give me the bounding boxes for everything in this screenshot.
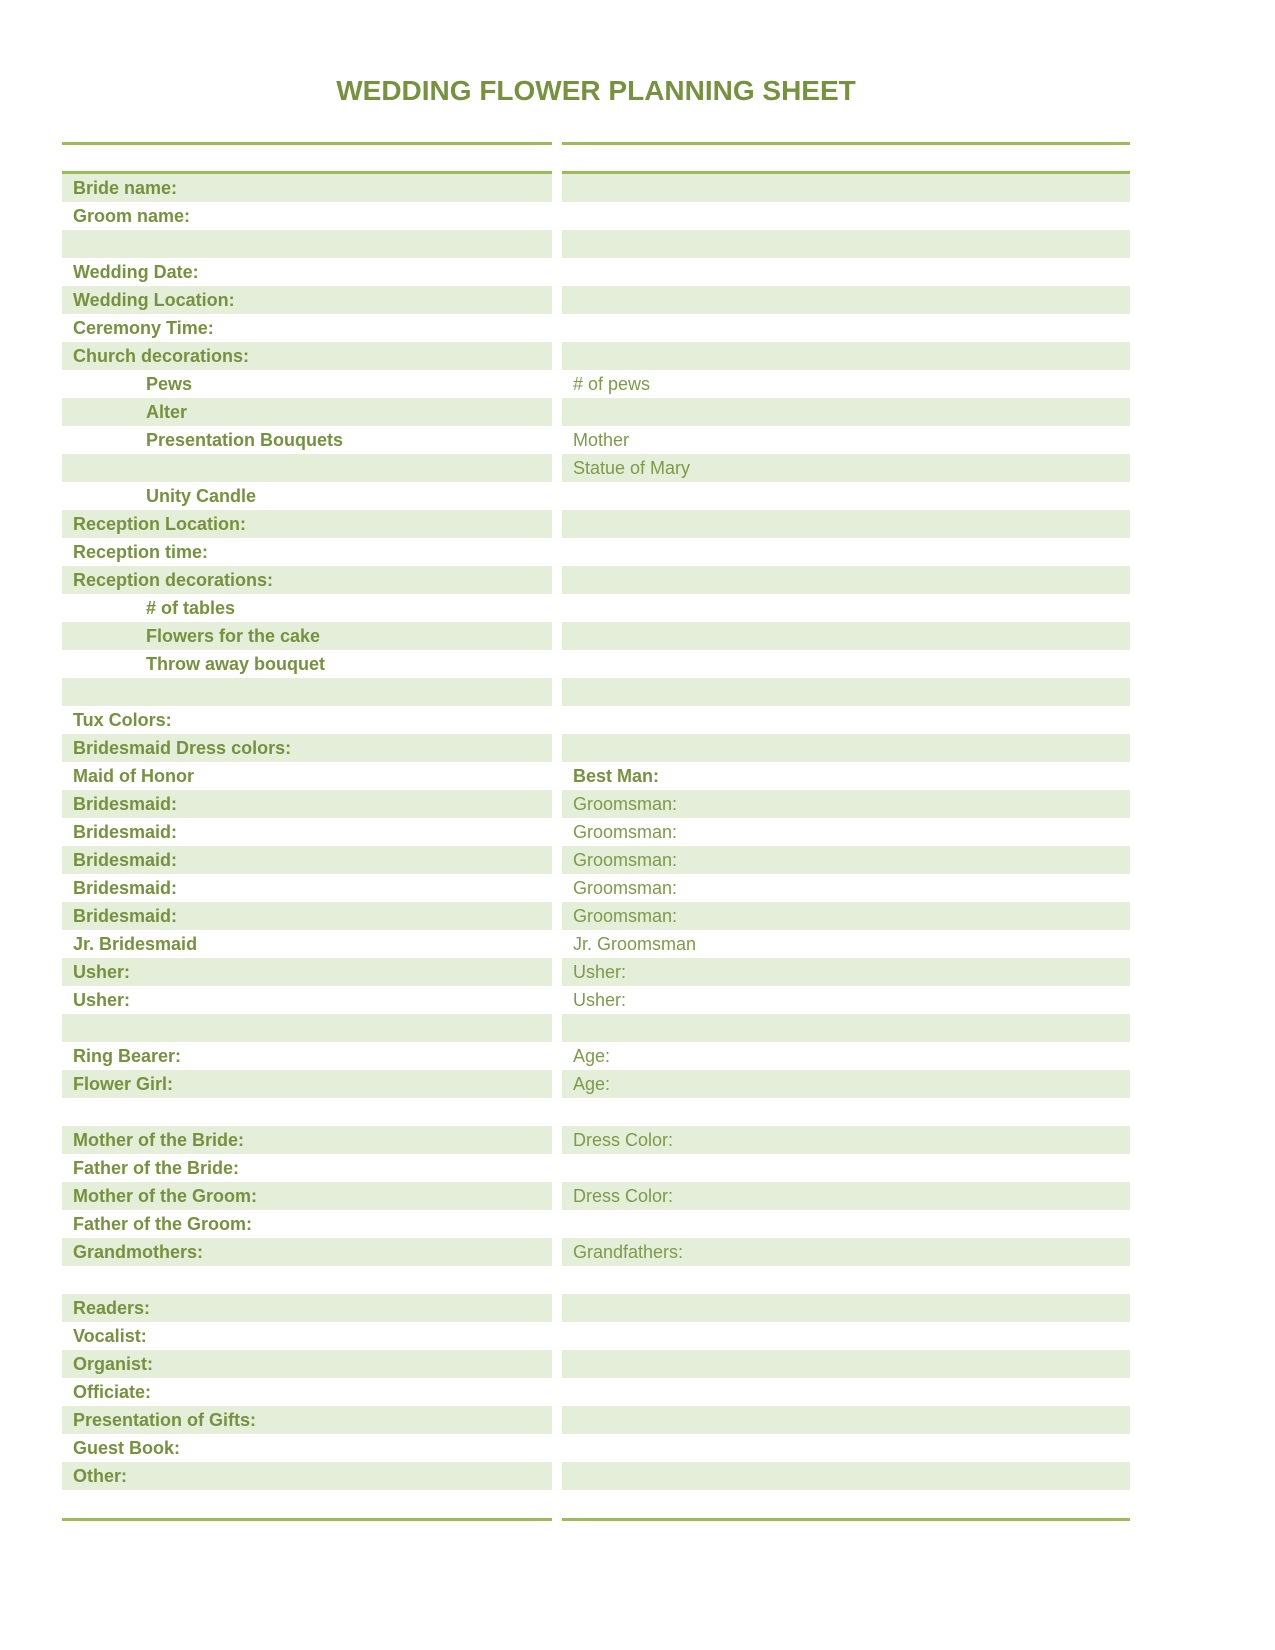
row-label: Bridesmaid Dress colors: — [73, 738, 292, 758]
row-value-cell[interactable] — [562, 622, 1130, 650]
row-label: Other: — [73, 1466, 127, 1486]
row-label: Guest Book: — [73, 1438, 181, 1458]
row-label-cell[interactable] — [62, 678, 552, 706]
row-label-cell[interactable] — [62, 762, 552, 790]
row-value-cell[interactable] — [562, 1490, 1130, 1518]
row-label-cell[interactable] — [62, 510, 552, 538]
row-label-cell[interactable] — [62, 370, 552, 398]
row-value-cell[interactable] — [562, 958, 1130, 986]
row-value: Groomsman: — [573, 822, 678, 842]
row-value-cell[interactable] — [562, 1126, 1130, 1154]
row-value-cell[interactable] — [562, 454, 1130, 482]
row-label-cell[interactable] — [62, 734, 552, 762]
title-divider-right-segment — [562, 142, 1130, 145]
table-row — [62, 734, 1130, 762]
row-value-cell[interactable] — [562, 1210, 1130, 1238]
row-label-cell[interactable] — [62, 1350, 552, 1378]
row-value-cell[interactable] — [562, 1042, 1130, 1070]
row-label: Pews — [146, 374, 193, 394]
table-row — [62, 594, 1130, 622]
row-label-cell[interactable] — [62, 1126, 552, 1154]
row-value-cell[interactable] — [562, 678, 1130, 706]
table-row — [62, 678, 1130, 706]
table-row — [62, 1350, 1130, 1378]
table-row — [62, 986, 1130, 1014]
row-label-cell[interactable] — [62, 286, 552, 314]
table-row — [62, 314, 1130, 342]
row-value-cell[interactable] — [562, 986, 1130, 1014]
title-divider — [62, 142, 1130, 145]
row-label-cell[interactable] — [62, 1490, 552, 1518]
row-value-cell[interactable] — [562, 1014, 1130, 1042]
row-label-cell[interactable] — [62, 398, 552, 426]
table-row — [62, 790, 1130, 818]
row-label-cell[interactable] — [62, 230, 552, 258]
table-row — [62, 1042, 1130, 1070]
row-label-cell[interactable] — [62, 426, 552, 454]
row-label: Bridesmaid: — [73, 794, 178, 814]
row-value: Best Man: — [573, 766, 660, 786]
table-row — [62, 398, 1130, 426]
row-label-cell[interactable] — [62, 566, 552, 594]
row-value: Age: — [573, 1046, 611, 1066]
table-row — [62, 482, 1130, 510]
table-row — [62, 706, 1130, 734]
row-value: # of pews — [573, 374, 651, 394]
row-label: Grandmothers: — [73, 1242, 204, 1262]
row-value: Mother — [573, 430, 630, 450]
table-row — [62, 566, 1130, 594]
row-label-cell[interactable] — [62, 1322, 552, 1350]
row-label: Ceremony Time: — [73, 318, 214, 338]
table-row — [62, 930, 1130, 958]
table-row — [62, 258, 1130, 286]
table-row — [62, 1210, 1130, 1238]
row-label-cell[interactable] — [62, 1154, 552, 1182]
row-value-cell[interactable] — [562, 1070, 1130, 1098]
row-label-cell[interactable] — [62, 454, 552, 482]
row-label: Bridesmaid: — [73, 822, 178, 842]
table-row — [62, 1294, 1130, 1322]
table-row — [62, 1238, 1130, 1266]
row-label: Reception Location: — [73, 514, 247, 534]
row-value-cell[interactable] — [562, 202, 1130, 230]
table-row — [62, 454, 1130, 482]
row-value-cell[interactable] — [562, 1406, 1130, 1434]
table-row — [62, 874, 1130, 902]
row-label-cell[interactable] — [62, 1014, 552, 1042]
table-row — [62, 1014, 1130, 1042]
row-label-cell[interactable] — [62, 902, 552, 930]
row-value: Usher: — [573, 990, 627, 1010]
table-bottom-border — [62, 1518, 1130, 1521]
row-label: Throw away bouquet — [146, 654, 326, 674]
row-value-cell[interactable] — [562, 566, 1130, 594]
table-row — [62, 622, 1130, 650]
row-label: Bridesmaid: — [73, 850, 178, 870]
row-label-cell[interactable] — [62, 1462, 552, 1490]
row-label: # of tables — [146, 598, 236, 618]
row-value: Groomsman: — [573, 906, 678, 926]
table-row — [62, 1126, 1130, 1154]
row-label: Wedding Location: — [73, 290, 235, 310]
row-label-cell[interactable] — [62, 342, 552, 370]
row-label-cell[interactable] — [62, 846, 552, 874]
table-row — [62, 1098, 1130, 1126]
row-label-cell[interactable] — [62, 202, 552, 230]
row-label-cell[interactable] — [62, 1266, 552, 1294]
row-label-cell[interactable] — [62, 818, 552, 846]
row-value-cell[interactable] — [562, 734, 1130, 762]
row-label-cell[interactable] — [62, 790, 552, 818]
row-value-cell[interactable] — [562, 1266, 1130, 1294]
table-row — [62, 1266, 1130, 1294]
row-label-cell[interactable] — [62, 1378, 552, 1406]
row-value-cell[interactable] — [562, 1098, 1130, 1126]
row-value-cell[interactable] — [562, 538, 1130, 566]
row-value-cell[interactable] — [562, 874, 1130, 902]
table-row — [62, 202, 1130, 230]
row-label: Father of the Groom: — [73, 1214, 252, 1234]
row-value-cell[interactable] — [562, 426, 1130, 454]
table-row — [62, 846, 1130, 874]
table-row — [62, 1182, 1130, 1210]
table-row — [62, 818, 1130, 846]
row-value: Age: — [573, 1074, 611, 1094]
row-value-cell[interactable] — [562, 482, 1130, 510]
row-label-cell[interactable] — [62, 1434, 552, 1462]
table-row — [62, 370, 1130, 398]
row-label-cell[interactable] — [62, 874, 552, 902]
row-label-cell[interactable] — [62, 1406, 552, 1434]
row-value-cell[interactable] — [562, 314, 1130, 342]
row-value-cell[interactable] — [562, 1462, 1130, 1490]
row-value-cell[interactable] — [562, 510, 1130, 538]
row-label: Organist: — [73, 1354, 154, 1374]
row-label-cell[interactable] — [62, 622, 552, 650]
row-label: Tux Colors: — [73, 710, 172, 730]
row-label-cell[interactable] — [62, 1182, 552, 1210]
table-rows — [62, 174, 1130, 1518]
row-label-cell[interactable] — [62, 538, 552, 566]
row-label: Bridesmaid: — [73, 906, 178, 926]
table-row — [62, 1490, 1130, 1518]
row-label: Flowers for the cake — [146, 626, 321, 646]
row-value: Statue of Mary — [573, 458, 691, 478]
row-value-cell[interactable] — [562, 398, 1130, 426]
row-label-cell[interactable] — [62, 650, 552, 678]
row-value: Dress Color: — [573, 1130, 674, 1150]
row-label-cell[interactable] — [62, 1238, 552, 1266]
row-label-cell[interactable] — [62, 174, 552, 202]
row-label: Usher: — [73, 962, 131, 982]
row-value-cell[interactable] — [562, 286, 1130, 314]
row-label: Bride name: — [73, 178, 178, 198]
row-value-cell[interactable] — [562, 650, 1130, 678]
table-row — [62, 230, 1130, 258]
row-label-cell[interactable] — [62, 930, 552, 958]
row-label: Reception decorations: — [73, 570, 274, 590]
table-row — [62, 650, 1130, 678]
table-bottom-border-right-segment — [562, 1518, 1130, 1521]
row-value-cell[interactable] — [562, 1434, 1130, 1462]
row-label: Mother of the Groom: — [73, 1186, 257, 1206]
row-value-cell[interactable] — [562, 1350, 1130, 1378]
row-label-cell[interactable] — [62, 258, 552, 286]
row-label: Mother of the Bride: — [73, 1130, 244, 1150]
row-label: Church decorations: — [73, 346, 250, 366]
row-value: Groomsman: — [573, 878, 678, 898]
table-row — [62, 1378, 1130, 1406]
row-value-cell[interactable] — [562, 258, 1130, 286]
table-row — [62, 286, 1130, 314]
table-bottom-border-left-segment — [62, 1518, 552, 1521]
row-label-cell[interactable] — [62, 986, 552, 1014]
table-row — [62, 538, 1130, 566]
row-value-cell[interactable] — [562, 174, 1130, 202]
row-label-cell[interactable] — [62, 1098, 552, 1126]
row-value-cell[interactable] — [562, 1378, 1130, 1406]
row-label: Flower Girl: — [73, 1074, 174, 1094]
row-value-cell[interactable] — [562, 706, 1130, 734]
row-value: Jr. Groomsman — [573, 934, 697, 954]
table-row — [62, 174, 1130, 202]
row-value: Dress Color: — [573, 1186, 674, 1206]
row-label: Jr. Bridesmaid — [73, 934, 198, 954]
row-label: Presentation Bouquets — [146, 430, 344, 450]
row-label: Reception time: — [73, 542, 209, 562]
row-label-cell[interactable] — [62, 1042, 552, 1070]
row-value-cell[interactable] — [562, 930, 1130, 958]
row-value-cell[interactable] — [562, 902, 1130, 930]
row-label-cell[interactable] — [62, 594, 552, 622]
table-row — [62, 1462, 1130, 1490]
row-value-cell[interactable] — [562, 1182, 1130, 1210]
table-row — [62, 1154, 1130, 1182]
table-row — [62, 342, 1130, 370]
planning-table — [62, 171, 1130, 1521]
table-row — [62, 902, 1130, 930]
row-label-cell[interactable] — [62, 482, 552, 510]
table-row — [62, 1434, 1130, 1462]
table-row — [62, 958, 1130, 986]
row-label: Maid of Honor — [73, 766, 194, 786]
row-label-cell[interactable] — [62, 1070, 552, 1098]
table-row — [62, 1406, 1130, 1434]
table-row — [62, 510, 1130, 538]
row-value: Usher: — [573, 962, 627, 982]
row-label-cell[interactable] — [62, 706, 552, 734]
row-value-cell[interactable] — [562, 1154, 1130, 1182]
table-row — [62, 1322, 1130, 1350]
table-row — [62, 1070, 1130, 1098]
page-title: WEDDING FLOWER PLANNING SHEET — [336, 75, 856, 106]
row-value-cell[interactable] — [562, 594, 1130, 622]
row-value-cell[interactable] — [562, 230, 1130, 258]
row-value: Grandfathers: — [573, 1242, 684, 1262]
row-value-cell[interactable] — [562, 370, 1130, 398]
row-label-cell[interactable] — [62, 1210, 552, 1238]
row-value-cell[interactable] — [562, 342, 1130, 370]
row-value-cell[interactable] — [562, 1294, 1130, 1322]
row-value: Groomsman: — [573, 794, 678, 814]
table-row — [62, 426, 1130, 454]
row-label: Usher: — [73, 990, 131, 1010]
row-label-cell[interactable] — [62, 958, 552, 986]
row-label: Officiate: — [73, 1382, 152, 1402]
row-label: Readers: — [73, 1298, 151, 1318]
row-label: Unity Candle — [146, 486, 257, 506]
row-label-cell[interactable] — [62, 314, 552, 342]
row-label: Groom name: — [73, 206, 191, 226]
table-row — [62, 762, 1130, 790]
row-label: Vocalist: — [73, 1326, 147, 1346]
row-value-cell[interactable] — [562, 818, 1130, 846]
row-value: Groomsman: — [573, 850, 678, 870]
row-value-cell[interactable] — [562, 1322, 1130, 1350]
row-label-cell[interactable] — [62, 1294, 552, 1322]
row-label: Ring Bearer: — [73, 1046, 182, 1066]
row-value-cell[interactable] — [562, 762, 1130, 790]
row-label: Father of the Bride: — [73, 1158, 240, 1178]
title-divider-left-segment — [62, 142, 552, 145]
row-value-cell[interactable] — [562, 846, 1130, 874]
row-label: Alter — [146, 402, 188, 422]
row-value-cell[interactable] — [562, 1238, 1130, 1266]
row-label: Presentation of Gifts: — [73, 1410, 257, 1430]
row-value-cell[interactable] — [562, 790, 1130, 818]
row-label: Wedding Date: — [73, 262, 199, 282]
row-label: Bridesmaid: — [73, 878, 178, 898]
